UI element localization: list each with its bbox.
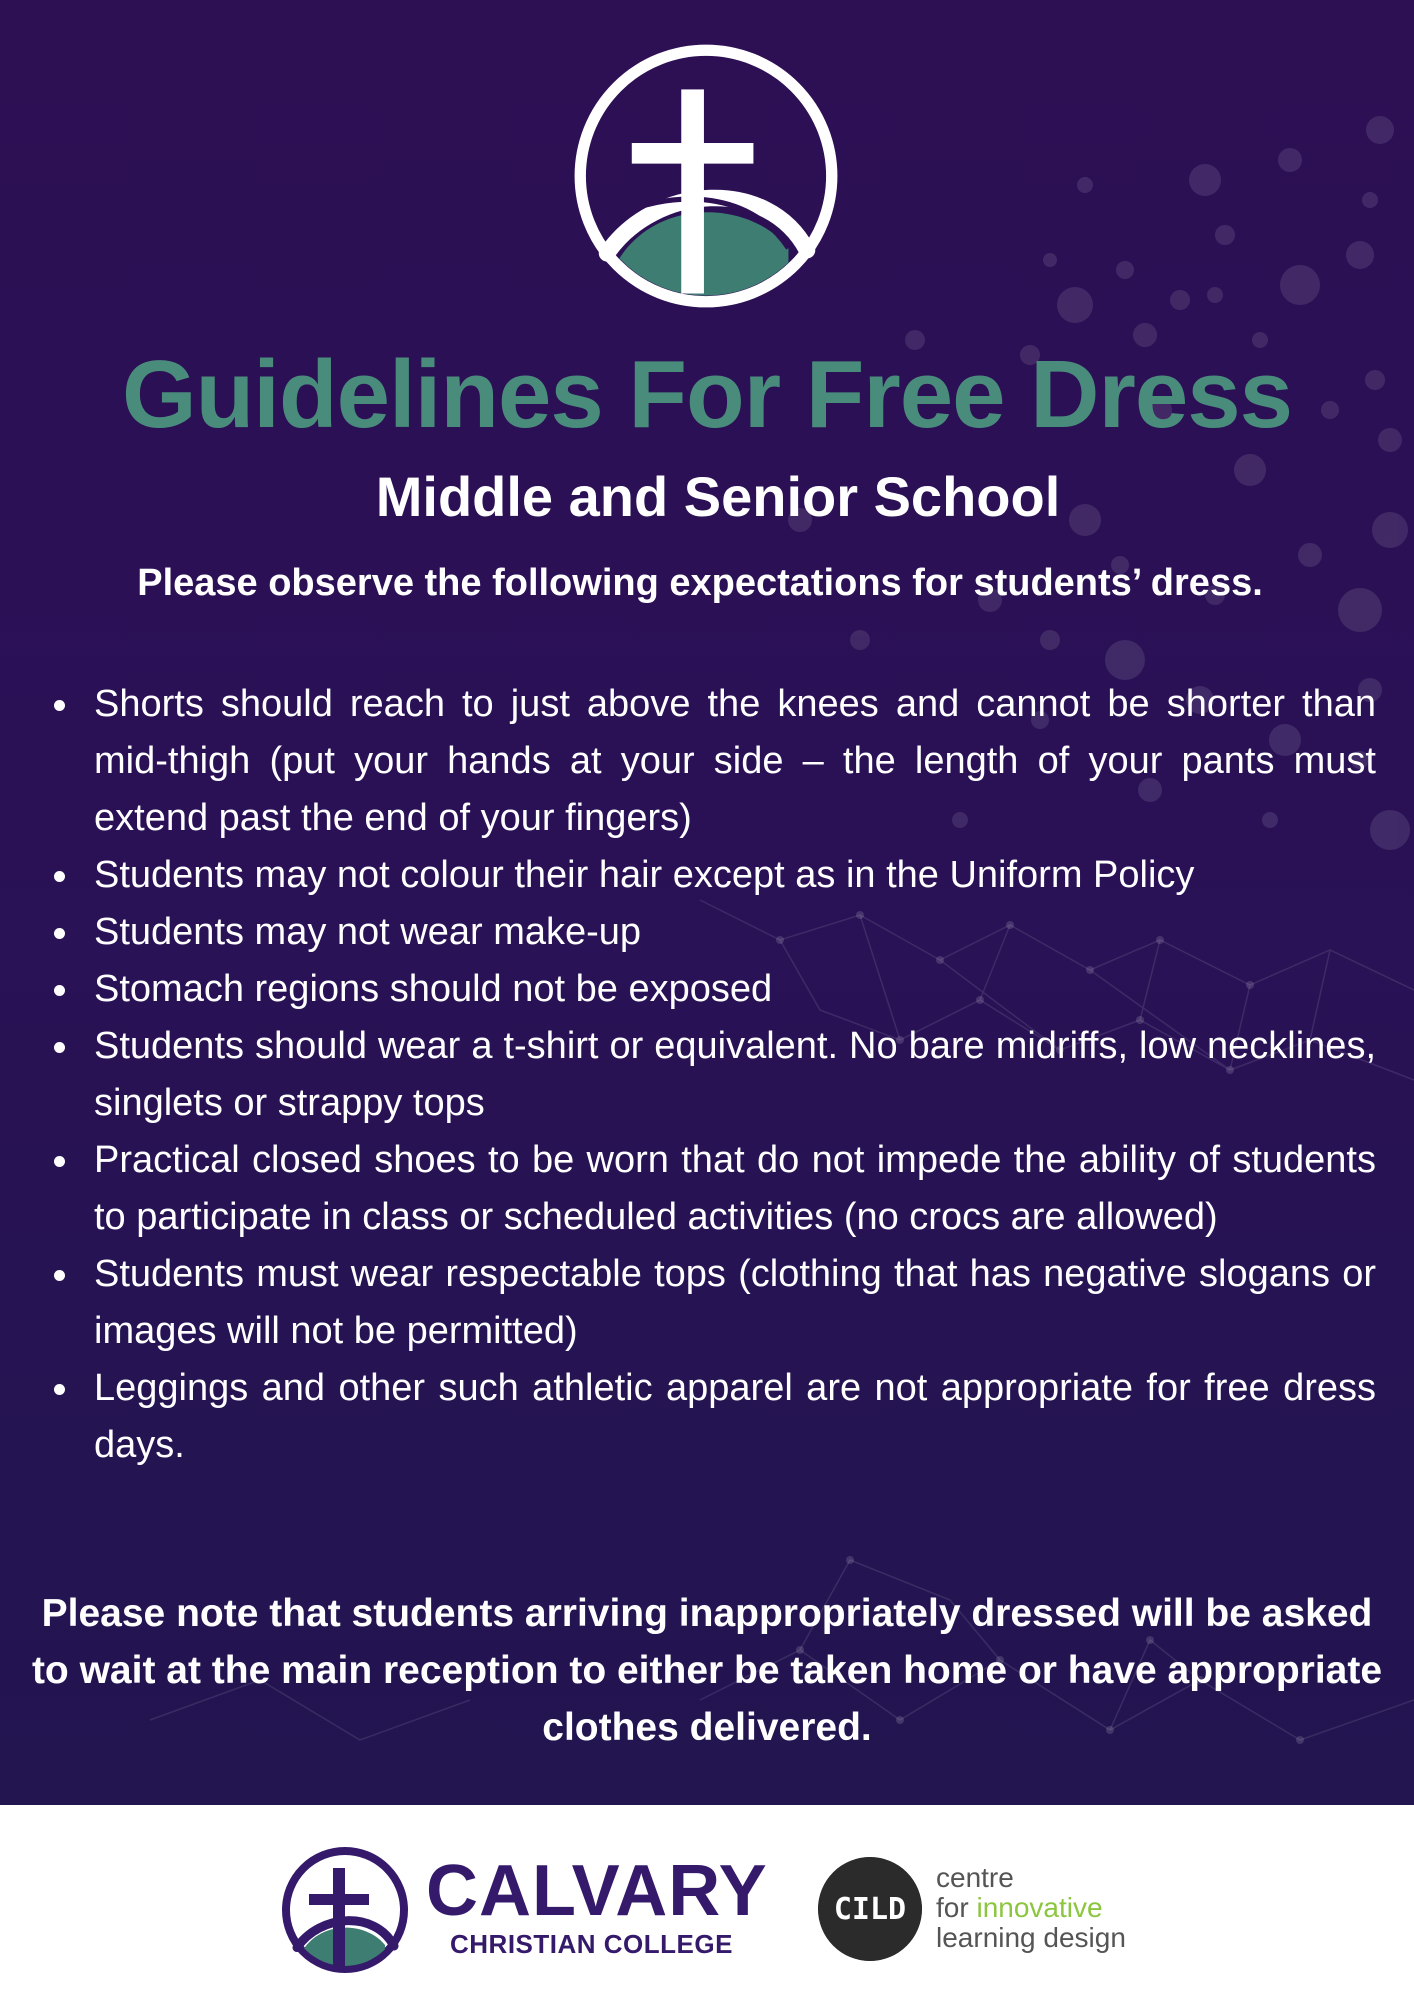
list-item: Stomach regions should not be exposed xyxy=(50,961,1376,1018)
list-item: Students should wear a t-shirt or equivalent. No bare midriffs, low necklines, singlets or strappy tops xyxy=(50,1018,1376,1132)
list-item: Students must wear respectable tops (clothing that has negative slogans or images will not be permitted) xyxy=(50,1246,1376,1360)
school-name: CALVARY xyxy=(426,1851,768,1931)
list-item: Students may not colour their hair except as in the Uniform Policy xyxy=(50,847,1376,904)
bullet-icon xyxy=(54,1156,65,1167)
cross-circle-logo-icon xyxy=(572,42,840,310)
bullet-icon xyxy=(54,1042,65,1053)
list-item: Shorts should reach to just above the knees and cannot be shorter than mid-thigh (put your hands at your side – the length of your pants must extend past the end of your fingers) xyxy=(50,676,1376,847)
bullet-icon xyxy=(54,1270,65,1281)
bullet-icon xyxy=(54,928,65,939)
list-item: Leggings and other such athletic apparel are not appropriate for free dress days. xyxy=(50,1360,1376,1474)
list-item: Practical closed shoes to be worn that do not impede the ability of students to participate in class or scheduled activities (no crocs are allowed) xyxy=(50,1132,1376,1246)
rules-list xyxy=(50,676,1376,1474)
closing-note: Please note that students arriving inappropriately dressed will be asked to wait at the main reception to either be taken home or have appropriate clothes delivered. xyxy=(31,1592,1383,1749)
partner-line-1: centre xyxy=(936,1862,1014,1893)
calvary-logo-icon xyxy=(280,1845,410,1975)
footer xyxy=(0,1805,1414,2000)
school-subtitle: CHRISTIAN COLLEGE xyxy=(450,1929,733,1959)
list-item: Students may not wear make-up xyxy=(50,904,1376,961)
cild-badge-text: CILD xyxy=(833,1892,907,1927)
partner-line-3: learning design xyxy=(936,1922,1126,1953)
bullet-icon xyxy=(54,871,65,882)
page-title: Guidelines For Free Dress xyxy=(121,341,1293,448)
cild-badge-icon xyxy=(818,1857,922,1961)
partner-wordmark xyxy=(936,1863,1126,1953)
partner-line-2: for innovative xyxy=(936,1892,1103,1923)
bullet-icon xyxy=(54,700,65,711)
bullet-icon xyxy=(54,1384,65,1395)
intro-text: Please observe the following expectations for students’ dress. xyxy=(137,562,1263,604)
page-subtitle: Middle and Senior School xyxy=(375,465,1061,528)
partner-highlight: innovative xyxy=(976,1892,1103,1923)
bullet-icon xyxy=(54,985,65,996)
